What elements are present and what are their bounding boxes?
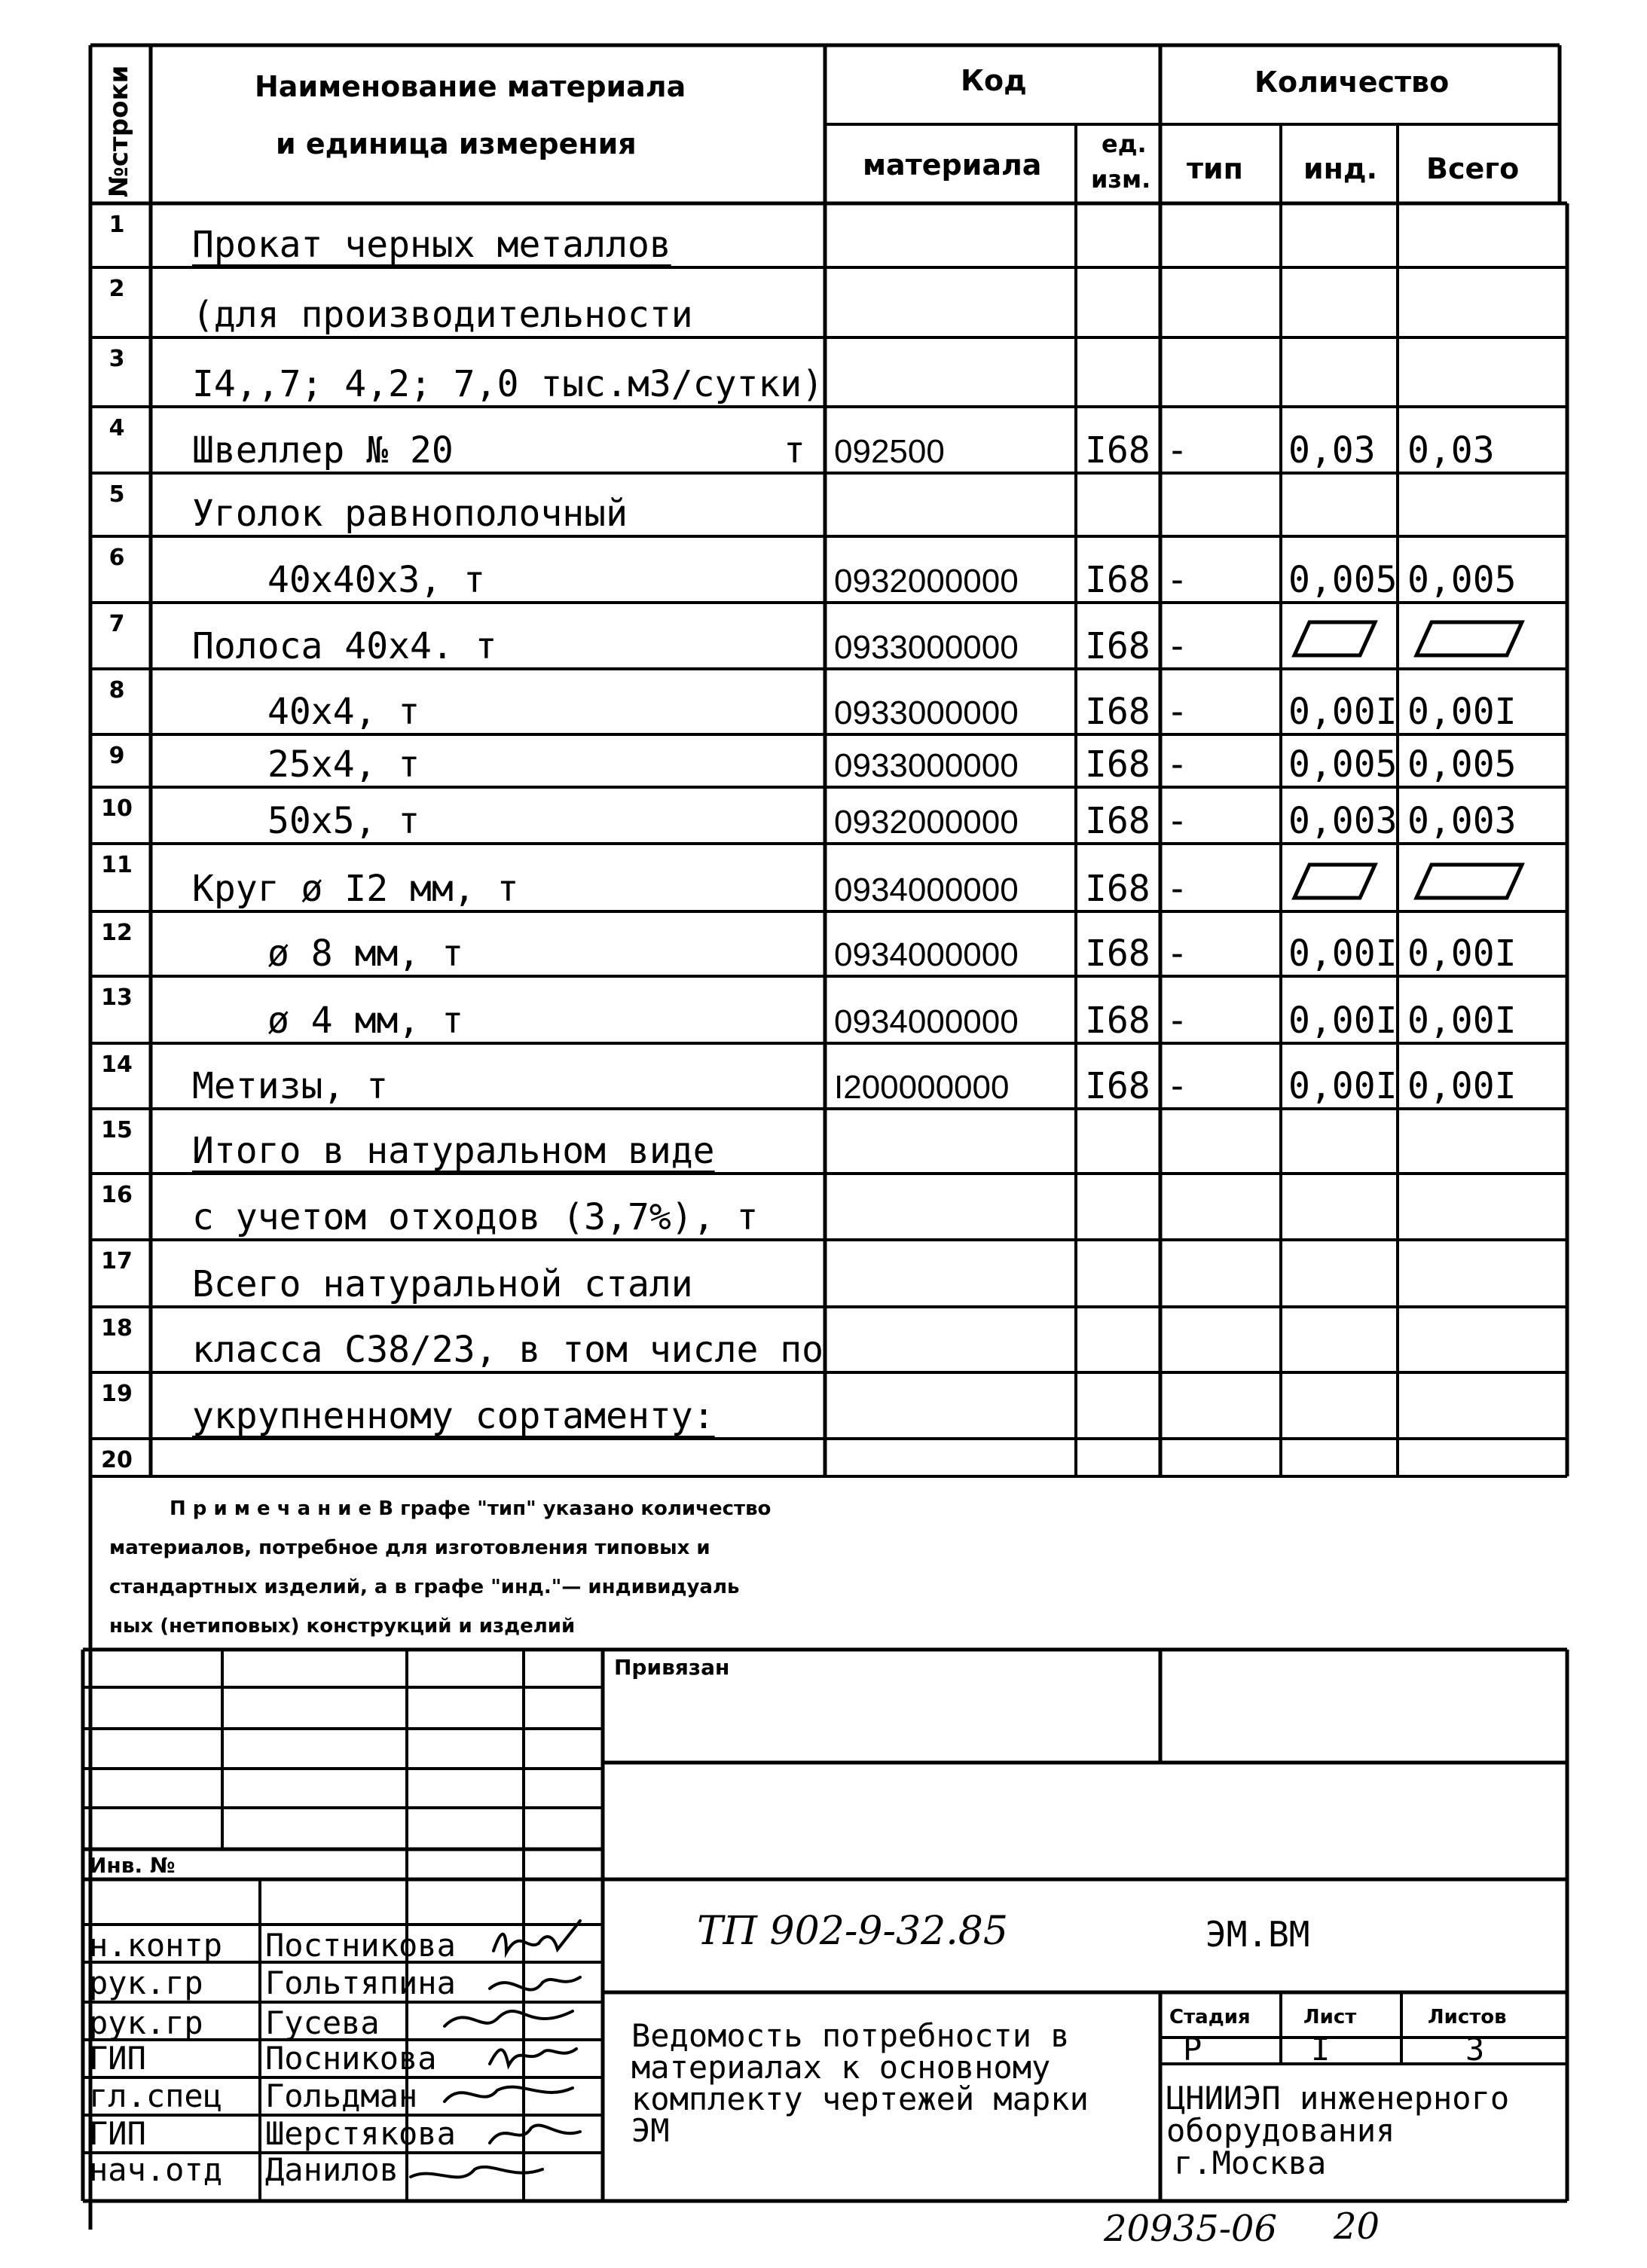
blank-mark <box>1416 622 1522 655</box>
blank-mark <box>1294 865 1375 898</box>
material-name: 25х4, т <box>267 743 420 786</box>
ind-value: 0,00I <box>1288 691 1398 733</box>
row-number: 3 <box>108 346 125 372</box>
row-number: 4 <box>108 415 125 441</box>
row-number: 6 <box>108 545 125 571</box>
material-code: 092500 <box>834 433 945 470</box>
unit-code: I68 <box>1085 1000 1150 1042</box>
material-code: 0932000000 <box>834 804 1019 841</box>
unit-code: I68 <box>1085 868 1150 910</box>
material-name: класса С38/23, в том числе по <box>192 1329 824 1371</box>
organization-line1: ЦНИИЭП инженерного <box>1166 2080 1510 2117</box>
material-name: 50х5, т <box>267 800 420 842</box>
archive-number: 20935-06 <box>1104 2208 1277 2250</box>
material-code: 0934000000 <box>834 936 1019 973</box>
name-header-line2: и единица измерения <box>276 127 637 160</box>
ind-subheader: инд. <box>1303 152 1378 185</box>
signature-role: ГИП <box>89 2040 146 2077</box>
unit-code: I68 <box>1085 559 1150 601</box>
sheets-label: Листов <box>1428 2006 1507 2028</box>
row-number: 16 <box>101 1182 133 1208</box>
note-line3: стандартных изделий, а в графе "инд."— индивидуаль <box>109 1576 740 1598</box>
note-line2: материалов, потребное для изготовления типовых и <box>109 1537 710 1559</box>
type-value: - <box>1166 691 1188 733</box>
type-value: - <box>1166 933 1188 975</box>
signature-name: Гусева <box>265 2004 380 2041</box>
name-header-line1: Наименование материала <box>255 70 686 103</box>
row-number: 19 <box>101 1381 133 1407</box>
row-number: 10 <box>101 795 133 822</box>
ind-value: 0,005 <box>1288 743 1398 786</box>
sheet-value: I <box>1311 2031 1331 2068</box>
material-name: Итого в натуральном виде <box>192 1130 715 1172</box>
material-name: Круг ø I2 мм, т <box>192 868 519 910</box>
total-value: 0,005 <box>1407 743 1517 786</box>
row-number-header: №строки <box>104 65 134 197</box>
unit-subheader-line1: ед. <box>1102 130 1147 158</box>
row-number: 5 <box>108 481 125 508</box>
ind-value: 0,00I <box>1288 1000 1398 1042</box>
signature-name: Посникова <box>265 2040 437 2077</box>
material-name: с учетом отходов (3,7%), т <box>192 1196 759 1238</box>
type-value: - <box>1166 1065 1188 1107</box>
material-name: Полоса 40х4. т <box>192 625 497 667</box>
note-line4: ных (нетиповых) конструкций и изделий <box>109 1615 576 1638</box>
sheet-label: Лист <box>1303 2006 1357 2028</box>
unit-code: I68 <box>1085 1065 1150 1107</box>
row-number: 18 <box>101 1315 133 1342</box>
total-value: 0,003 <box>1407 800 1517 842</box>
material-name: 40х4, т <box>267 691 420 733</box>
organization-line3: г.Москва <box>1174 2144 1327 2181</box>
stage-label: Стадия <box>1169 2006 1251 2028</box>
total-value: 0,005 <box>1407 559 1517 601</box>
type-value: - <box>1166 868 1188 910</box>
sheets-value: 3 <box>1465 2031 1485 2068</box>
ind-value: 0,00I <box>1288 933 1398 975</box>
material-name: (для производительности <box>192 294 693 336</box>
signature-role: ГИП <box>89 2115 146 2152</box>
material-code: 0934000000 <box>834 871 1019 908</box>
material-name: ø 8 мм, т <box>267 933 464 975</box>
signature-name: Гольтяпина <box>265 1964 456 2001</box>
signature-role: гл.спец <box>89 2077 223 2114</box>
material-name: Уголок равнополочный <box>192 493 628 535</box>
material-name: Метизы, т <box>192 1065 389 1107</box>
blank-mark <box>1294 622 1375 655</box>
note-line1: П р и м е ч а н и е В графе "тип" указано количество <box>170 1497 772 1520</box>
unit-code: I68 <box>1085 429 1150 472</box>
row-number: 20 <box>101 1447 133 1473</box>
page-number: 20 <box>1334 2205 1380 2248</box>
signature-role: н.контр <box>89 1927 223 1964</box>
unit-code: I68 <box>1085 625 1150 667</box>
signature-role: рук.гр <box>89 2004 203 2041</box>
unit-suffix: т <box>784 429 805 472</box>
row-number: 13 <box>101 984 133 1011</box>
material-code: I200000000 <box>834 1069 1010 1106</box>
title-line4: ЭМ <box>631 2112 670 2149</box>
privyazan-label: Привязан <box>614 1655 730 1680</box>
row-number: 11 <box>101 852 133 878</box>
ind-value: 0,03 <box>1288 429 1376 472</box>
unit-code: I68 <box>1085 691 1150 733</box>
signature-role: рук.гр <box>89 1964 203 2001</box>
row-number: 1 <box>108 212 125 238</box>
stage-value: Р <box>1183 2031 1202 2068</box>
material-name: 40х40х3, т <box>267 559 485 601</box>
material-code: 0933000000 <box>834 629 1019 666</box>
type-subheader: тип <box>1187 152 1243 185</box>
row-number: 7 <box>108 611 125 637</box>
document-code: ТП 902-9-32.85 <box>697 1909 1008 1954</box>
signature-name: Данилов <box>265 2151 399 2188</box>
total-value: 0,00I <box>1407 1000 1517 1042</box>
signature-name: Постникова <box>265 1927 456 1964</box>
total-subheader: Всего <box>1426 152 1520 185</box>
material-code: 0933000000 <box>834 694 1019 731</box>
row-number: 9 <box>108 743 125 769</box>
type-value: - <box>1166 559 1188 601</box>
signature-name: Гольдман <box>265 2077 418 2114</box>
inventory-number-label: Инв. № <box>89 1853 176 1878</box>
material-name: Всего натуральной стали <box>192 1263 693 1305</box>
material-name: Прокат черных металлов <box>192 224 671 266</box>
total-value: 0,00I <box>1407 933 1517 975</box>
unit-code: I68 <box>1085 743 1150 786</box>
row-number: 12 <box>101 920 133 946</box>
signature-name: Шерстякова <box>265 2115 456 2152</box>
material-code: 0932000000 <box>834 563 1019 600</box>
ind-value: 0,005 <box>1288 559 1398 601</box>
type-value: - <box>1166 1000 1188 1042</box>
type-value: - <box>1166 800 1188 842</box>
type-value: - <box>1166 743 1188 786</box>
blank-mark <box>1416 865 1522 898</box>
row-number: 8 <box>108 677 125 704</box>
unit-code: I68 <box>1085 800 1150 842</box>
title-line2: материалах к основному <box>631 2049 1051 2086</box>
total-value: 0,00I <box>1407 691 1517 733</box>
type-value: - <box>1166 429 1188 472</box>
title-line3: комплекту чертежей марки <box>631 2080 1089 2117</box>
quantity-header: Количество <box>1254 66 1450 99</box>
title-line1: Ведомость потребности в <box>631 2017 1070 2054</box>
row-number: 15 <box>101 1117 133 1143</box>
material-code: 0934000000 <box>834 1003 1019 1040</box>
row-number: 14 <box>101 1052 133 1078</box>
material-subheader: материала <box>863 148 1042 182</box>
code-header: Код <box>961 64 1027 97</box>
ind-value: 0,003 <box>1288 800 1398 842</box>
document-mark: ЭМ.ВМ <box>1205 1914 1310 1955</box>
unit-subheader-line2: изм. <box>1091 165 1151 194</box>
ind-value: 0,00I <box>1288 1065 1398 1107</box>
row-number: 2 <box>108 276 125 302</box>
material-name: ø 4 мм, т <box>267 1000 464 1042</box>
material-name: Швеллер № 20 <box>192 429 454 472</box>
signature-role: нач.отд <box>89 2151 223 2188</box>
material-name: I4,,7; 4,2; 7,0 тыс.м3/сутки) <box>192 363 824 405</box>
organization-line2: оборудования <box>1166 2112 1395 2149</box>
row-number: 17 <box>101 1248 133 1274</box>
material-code: 0933000000 <box>834 747 1019 784</box>
total-value: 0,00I <box>1407 1065 1517 1107</box>
total-value: 0,03 <box>1407 429 1495 472</box>
material-name: укрупненному сортаменту: <box>192 1395 715 1437</box>
type-value: - <box>1166 625 1188 667</box>
unit-code: I68 <box>1085 933 1150 975</box>
